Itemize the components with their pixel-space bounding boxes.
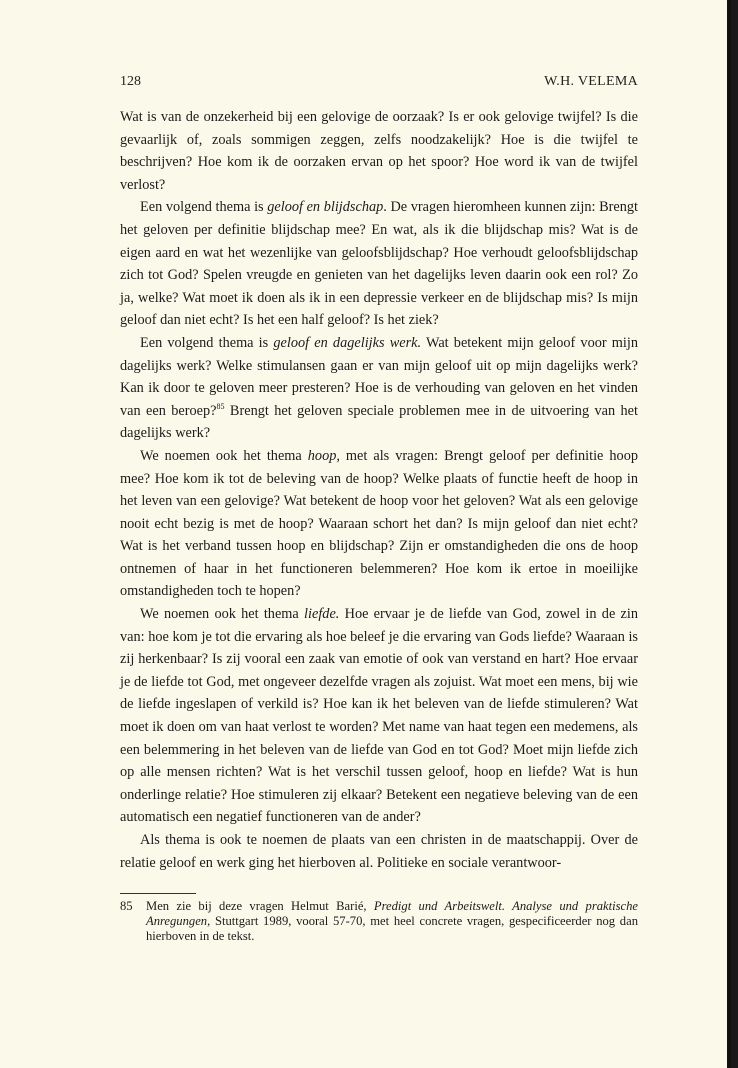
page-number: 128 <box>120 74 141 89</box>
paragraph-love: We noemen ook het thema liefde. Hoe ervaar je de liefde van God, zowel in de zin van: hoe kom je tot die ervaring als hoe beleef je die ervaring van Gods liefde? Waaraan is zij herkenbaar? Is zij vooral een zaak van emotie of ook van verstand en hart? Hoe ervaar je de liefde tot God, met ongeveer dezelfde vragen als zojuist. Wat moet een mens, bij wie de liefde ingeslapen of verkild is? Hoe kan ik het beleven van de liefde stimuleren? Wat moet ik doen om van haat verlost te worden? Met name van haat tegen een medemens, als een belemmering in het beleven van de liefde van God en tot God? Moet mijn liefde zich op alle mensen richten? Wat is het verschil tussen geloof, hoop en liefde? Wat is hun onderlinge relatie? Hoe stimuleren zij elkaar? Betekent een negatieve beleving van de een automatisch een negatief functioneren van de ander? <box>120 606 638 826</box>
footnote-divider <box>120 893 196 894</box>
running-head: W.H. VELEMA <box>544 74 638 89</box>
theme-term: hoop, <box>307 447 340 464</box>
footnote-text: Men zie bij deze vragen Helmut Barié, Predigt und Arbeitswelt. Analyse und praktische Anregungen, Stuttgart 1989, vooral 57-70, met heel concrete vragen, gespecificeerder nog dan hierboven in de tekst. <box>146 899 639 944</box>
footnote-reference[interactable]: 85 <box>216 401 225 411</box>
theme-term: liefde. <box>304 606 340 623</box>
theme-term: geloof en blijdschap <box>267 199 384 216</box>
paragraph-joy: Een volgend thema is geloof en blijdschap. De vragen hieromheen kunnen zijn: Brengt het geloven per definitie blijdschap mee? En wat, als ik die blijdschap mis? Wat is de eigen aard en wat het wezenlijke van geloofsblijdschap? Hoe verhoudt geloofsblijdschap zich tot God? Spelen vreugde en genieten van het dagelijks leven daarin ook een rol? Zo ja, welke? Wat moet ik doen als ik in een depressie verkeer en de blijdschap mis? Is mijn geloof dan niet echt? Is het een half geloof? Is het ziek? <box>120 199 638 329</box>
paragraph-work: Een volgend thema is geloof en dagelijks werk. Wat betekent mijn geloof voor mijn dagelijks werk? Welke stimulansen gaan er van mijn geloof uit op mijn dagelijks werk? Kan ik door te geloven meer presteren? Hoe is de verhouding van geloven en het vinden van een beroep?$^{85}$ Brengt het geloven speciale problemen mee in de uitvoering van het dagelijks werk? <box>120 334 639 442</box>
body-text <box>120 106 638 874</box>
paragraph-doubt: Wat is van de onzekerheid bij een gelovige de oorzaak? Is er ook gelovige twijfel? Is die gevaarlijk of, zoals sommigen zeggen, zelfs noodzakelijk? Hoe is die twijfel te beschrijven? Hoe kom ik de oorzaken ervan op het spoor? Hoe word ik van de twijfel verlost? <box>120 109 638 193</box>
paragraph-hope: We noemen ook het thema hoop, met als vragen: Brengt geloof per definitie hoop mee? Hoe kom ik tot de beleving van de hoop? Welke plaats of functie heeft de hoop in het leven van een gelovige? Wat betekent de hoop voor het geloven? Wat als een gelovige nooit echt bezig is met de hoop? Waaraan schort het dan? Is mijn geloof dan niet echt? Wat is het verband tussen hoop en blijdschap? Zijn er omstandigheden die ons de hoop ontnemen of haar in het functioneren belemmeren? Hoe kom ik ertoe in moeilijke omstandigheden toch te hopen? <box>120 447 638 600</box>
theme-term: geloof en dagelijks werk. <box>273 334 422 351</box>
footnote <box>120 899 638 945</box>
citation-title: Predigt und Arbeitswelt. Analyse und praktische Anregungen, <box>146 899 639 929</box>
paragraph-society: Als thema is ook te noemen de plaats van een christen in de maatschappij. Over de relatie geloof en werk ging het hierboven al. Politieke en sociale verantwoor- <box>120 832 638 871</box>
footnote-number: 85 <box>120 899 133 913</box>
